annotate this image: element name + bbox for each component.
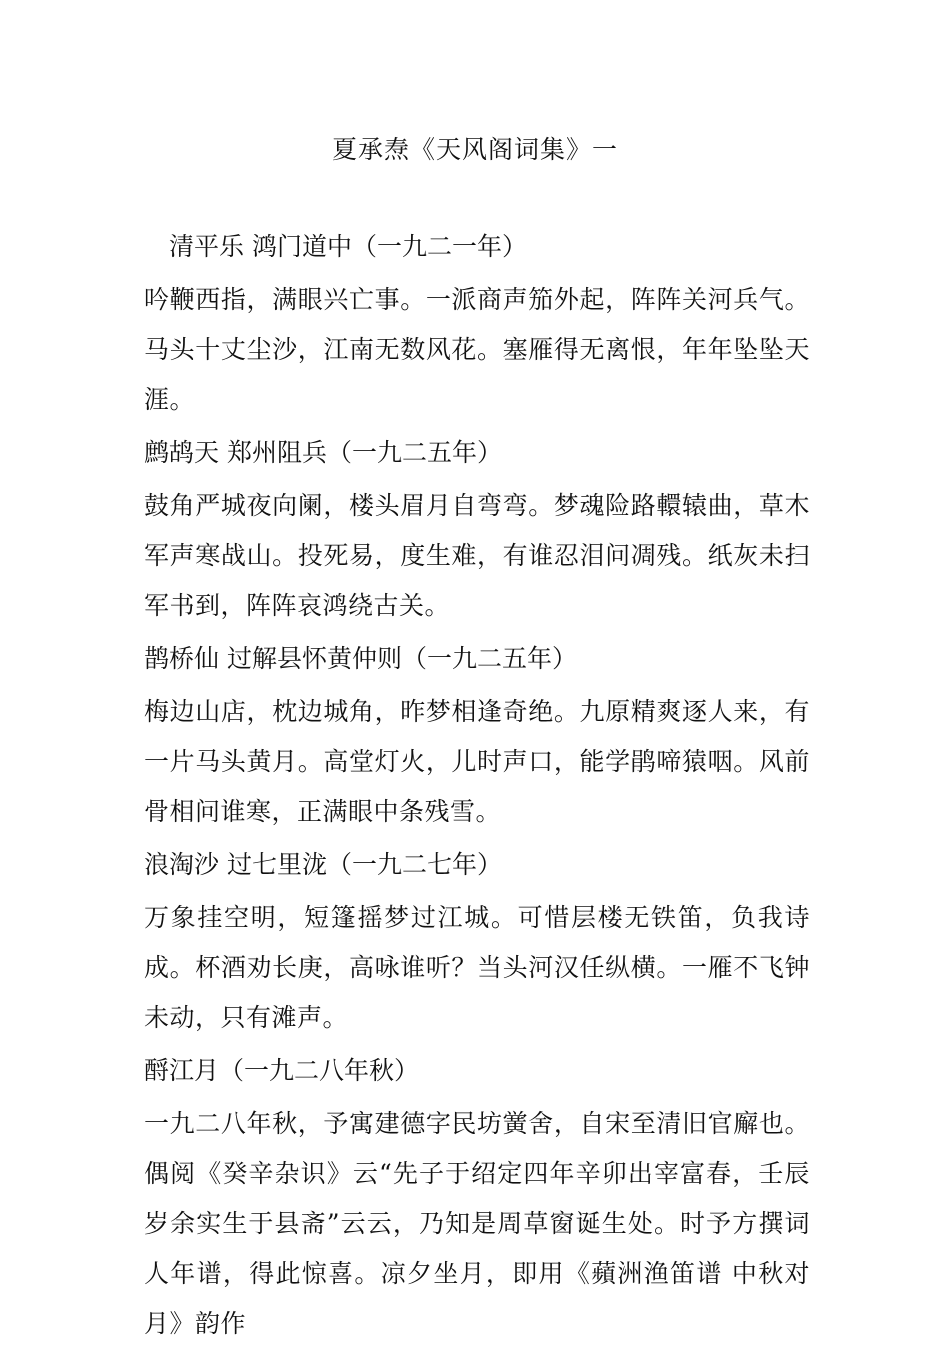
poem-heading: 浪淘沙 过七里泷（一九二七年） — [144, 850, 502, 879]
poem-heading: 鹧鸪天 郑州阻兵（一九二五年） — [144, 438, 502, 467]
poem-text: 梅边山店，枕边城角，昨梦相逢奇绝。九原精爽逐人来，有一片马头黄月。高堂灯火，儿时声口，能学鹃啼猿咽。风前骨相问谁寒，正满眼中条残雪。 — [144, 697, 810, 826]
poem-2 — [144, 435, 810, 631]
poem-heading: 鹊桥仙 过解县怀黄仲则（一九二五年） — [144, 644, 577, 673]
poem-text: 万象挂空明，短篷摇梦过江城。可惜层楼无铁笛，负我诗成。杯酒劝长庚，高咏谁听？当头河汉任纵横。一雁不飞钟未动，只有滩声。 — [144, 903, 810, 1032]
poem-heading: 清平乐 鸿门道中（一九二一年） — [169, 232, 527, 261]
poem-text: 鼓角严城夜向阑，楼头眉月自弯弯。梦魂险路轘辕曲，草木军声寒战山。投死易，度生难，有谁忍泪问凋残。纸灰未扫军书到，阵阵哀鸿绕古关。 — [144, 491, 810, 620]
poem-heading: 酹江月（一九二八年秋） — [144, 1056, 420, 1085]
poem-text: 吟鞭西指，满眼兴亡事。一派商声笳外起，阵阵关河兵气。马头十丈尘沙，江南无数风花。塞雁得无离恨，年年坠坠天涯。 — [144, 285, 810, 414]
poem-1 — [144, 229, 810, 425]
poem-5 — [144, 1053, 810, 1349]
poem-3 — [144, 641, 810, 837]
document-body — [144, 229, 810, 1359]
document-title: 夏承焘《天风阁词集》一 — [331, 135, 618, 164]
poem-text: 一九二八年秋，予寓建德字民坊黉舍，自宋至清旧官廨也。偶阅《癸辛杂识》云“先子于绍定四年辛卯出宰富春，壬辰岁余实生于县斋”云云，乃知是周草窗诞生处。时予方撰词人年谱，得此惊喜。凉夕坐月，即用《蘋洲渔笛谱 中秋对月》韵作 — [144, 1109, 810, 1338]
poem-4 — [144, 847, 810, 1043]
